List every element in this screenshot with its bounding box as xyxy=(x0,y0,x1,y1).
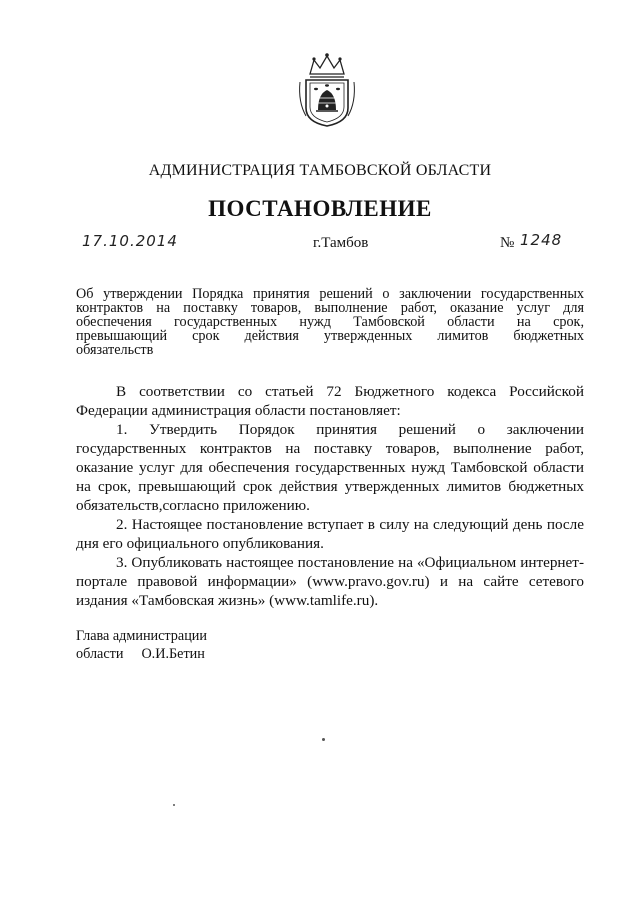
body-line: Федерации администрация области постановляет: xyxy=(76,402,401,419)
body-line: 2. Настоящее постановление вступает в силу на следующий день после xyxy=(116,516,584,533)
scan-speck xyxy=(322,738,325,741)
signatory-position-line2 xyxy=(76,645,207,663)
signatory-name: О.И.Бетин xyxy=(141,646,205,662)
body-line: издания «Тамбовская жизнь» (www.tamlife.ru). xyxy=(76,592,379,609)
subject-block xyxy=(76,287,584,357)
body-line: 1. Утвердить Порядок принятия решений о заключении xyxy=(116,421,584,438)
subject-line: превышающий срок действия утвержденных лимитов бюджетных xyxy=(76,328,584,344)
city-label: г.Тамбов xyxy=(313,235,369,251)
signature-block xyxy=(76,627,207,663)
subject-line: обязательств xyxy=(76,342,154,358)
body-line: обязательств,согласно приложению. xyxy=(76,497,310,514)
handwritten-number: 1248 xyxy=(520,231,563,249)
resolution-body xyxy=(76,382,584,610)
body-line: на срок, превышающий срок действия утвержденных лимитов бюджетных xyxy=(76,478,584,495)
document-type-title: ПОСТАНОВЛЕНИЕ xyxy=(208,196,432,221)
signatory-region: области xyxy=(76,646,124,662)
body-line: 3. Опубликовать настоящее постановление на «Официальном интернет- xyxy=(116,554,584,571)
coat-of-arms-icon xyxy=(296,52,358,128)
body-line: В соответствии со статьей 72 Бюджетного кодекса Российской xyxy=(116,383,584,400)
organization-title: АДМИНИСТРАЦИЯ ТАМБОВСКОЙ ОБЛАСТИ xyxy=(148,162,492,179)
body-line: портале правовой информации» (www.pravo.gov.ru) и на сайте сетевого xyxy=(76,573,584,590)
body-line: государственных контрактов на поставку товаров, выполнение работ, xyxy=(76,440,584,457)
handwritten-date: 17.10.2014 xyxy=(82,232,178,250)
subject-line: Об утверждении Порядка принятия решений о заключении государственных xyxy=(76,286,584,302)
scan-speck xyxy=(173,804,175,806)
subject-line: контрактов на поставку товаров, выполнение работ, оказание услуг для xyxy=(76,300,584,316)
body-line: дня его официального опубликования. xyxy=(76,535,324,552)
body-line: оказание услуг для обеспечения государственных нужд Тамбовской области xyxy=(76,459,584,476)
signatory-position-line1: Глава администрации xyxy=(76,628,207,644)
subject-line: обеспечения государственных нужд Тамбовской области на срок, xyxy=(76,314,584,330)
number-label: № xyxy=(500,235,515,251)
